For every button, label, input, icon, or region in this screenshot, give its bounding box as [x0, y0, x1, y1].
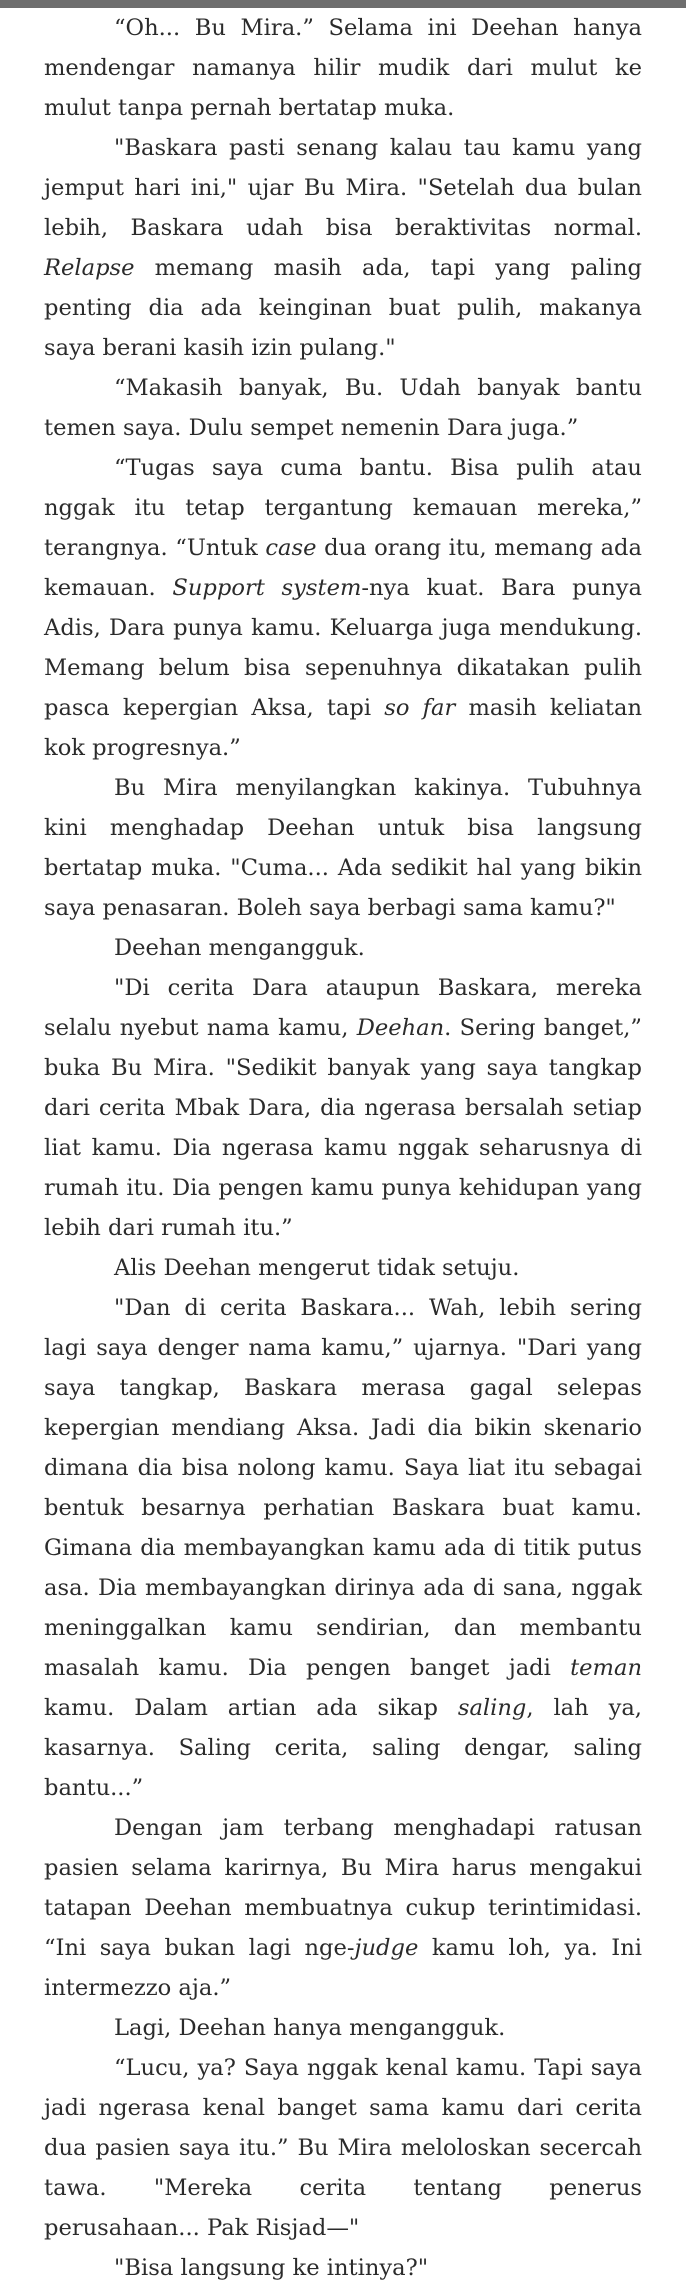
italic-term: teman: [570, 1655, 642, 1681]
paragraph-text: -nya kuat. Bara punya Adis, Dara punya kamu. Keluarga juga mendukung. Memang belum bisa sepenuhnya dikatakan pulih pasca kepergian Aksa, tapi: [44, 575, 642, 721]
paragraph-text: . Sering banget,” buka Bu Mira. "Sedikit banyak yang saya tangkap dari cerita Mbak Dara, dia ngerasa bersalah setiap liat kamu. Dia ngerasa kamu nggak seharusnya di rumah itu. Dia pengen kamu punya kehidupan yang lebih dari rumah itu.”: [44, 1015, 642, 1241]
paragraph: [44, 968, 642, 1248]
paragraph-text: Alis Deehan mengerut tidak setuju.: [114, 1255, 520, 1281]
paragraph-text: Bu Mira menyilangkan kakinya. Tubuhnya kini menghadap Deehan untuk bisa langsung bertatap muka. "Cuma... Ada sedikit hal yang bikin saya penasaran. Boleh saya berbagi sama kamu?": [44, 775, 642, 921]
paragraph: [44, 1808, 642, 2008]
paragraph-text: kamu loh, ya. Ini intermezzo aja.”: [44, 1935, 642, 2001]
paragraph-text: Dengan jam terbang menghadapi ratusan pasien selama karirnya, Bu Mira harus mengakui tatapan Deehan membuatnya cukup terintimidasi. “Ini saya bukan lagi nge-: [44, 1815, 642, 1961]
paragraph: [44, 768, 642, 928]
paragraph-text: "Baskara pasti senang kalau tau kamu yang jemput hari ini," ujar Bu Mira. "Setelah dua bulan lebih, Baskara udah bisa beraktivitas normal.: [44, 135, 642, 241]
paragraph-text: Lagi, Deehan hanya mengangguk.: [114, 2015, 506, 2041]
paragraph: [44, 2248, 642, 2288]
paragraph: [44, 368, 642, 448]
italic-term: case: [265, 535, 317, 561]
paragraph-text: memang masih ada, tapi yang paling penting dia ada keinginan buat pulih, makanya saya berani kasih izin pulang.": [44, 255, 642, 361]
paragraph-text: “Lucu, ya? Saya nggak kenal kamu. Tapi saya jadi ngerasa kenal banget sama kamu dari cerita dua pasien saya itu.” Bu Mira meloloskan secercah tawa. "Mereka cerita tentang penerus perusahaan... Pak Risjad—": [44, 2055, 642, 2241]
paragraph: [44, 1288, 642, 1808]
paragraph: [44, 1248, 642, 1288]
paragraph: [44, 448, 642, 768]
paragraph-text: masih keliatan kok progresnya.”: [44, 695, 643, 761]
paragraph-text: “Oh... Bu Mira.” Selama ini Deehan hanya mendengar namanya hilir mudik dari mulut ke mulut tanpa pernah bertatap muka.: [44, 15, 642, 121]
italic-term: Relapse: [44, 255, 135, 281]
paragraph-text: “Tugas saya cuma bantu. Bisa pulih atau nggak itu tetap tergantung kemauan mereka,” terangnya. “Untuk: [44, 455, 642, 561]
paragraph: [44, 2048, 642, 2248]
paragraph: [44, 8, 642, 128]
paragraph: [44, 928, 642, 968]
italic-term: so far: [384, 695, 456, 721]
paragraph-text: "Bisa langsung ke intinya?": [114, 2255, 429, 2281]
paragraph: [44, 2008, 642, 2048]
italic-term: Support system: [172, 575, 362, 601]
paragraph-text: Deehan mengangguk.: [114, 935, 365, 961]
paragraph-text: kamu. Dalam artian ada sikap: [44, 1695, 458, 1721]
paragraph-text: dua orang itu, memang ada kemauan.: [44, 535, 642, 601]
italic-term: judge: [354, 1935, 419, 1961]
paragraph: [44, 128, 642, 368]
paragraph-text: “Makasih banyak, Bu. Udah banyak bantu temen saya. Dulu sempet nemenin Dara juga.”: [44, 375, 642, 441]
paragraph-text: "Dan di cerita Baskara... Wah, lebih sering lagi saya denger nama kamu,” ujarnya. "Dari yang saya tangkap, Baskara merasa gagal selepas kepergian mendiang Aksa. Jadi dia bikin skenario dimana dia bisa nolong kamu. Saya liat itu sebagai bentuk besarnya perhatian Baskara buat kamu. Gimana dia membayangkan kamu ada di titik putus asa. Dia membayangkan dirinya ada di sana, nggak meninggalkan kamu sendirian, dan membantu masalah kamu. Dia pengen banget jadi: [44, 1295, 642, 1681]
paragraph-text: , lah ya, kasarnya. Saling cerita, saling dengar, saling bantu...”: [44, 1695, 642, 1801]
italic-term: Deehan: [356, 1015, 445, 1041]
italic-term: saling: [457, 1695, 527, 1721]
paragraph-text: "Di cerita Dara ataupun Baskara, mereka selalu nyebut nama kamu,: [44, 975, 642, 1041]
